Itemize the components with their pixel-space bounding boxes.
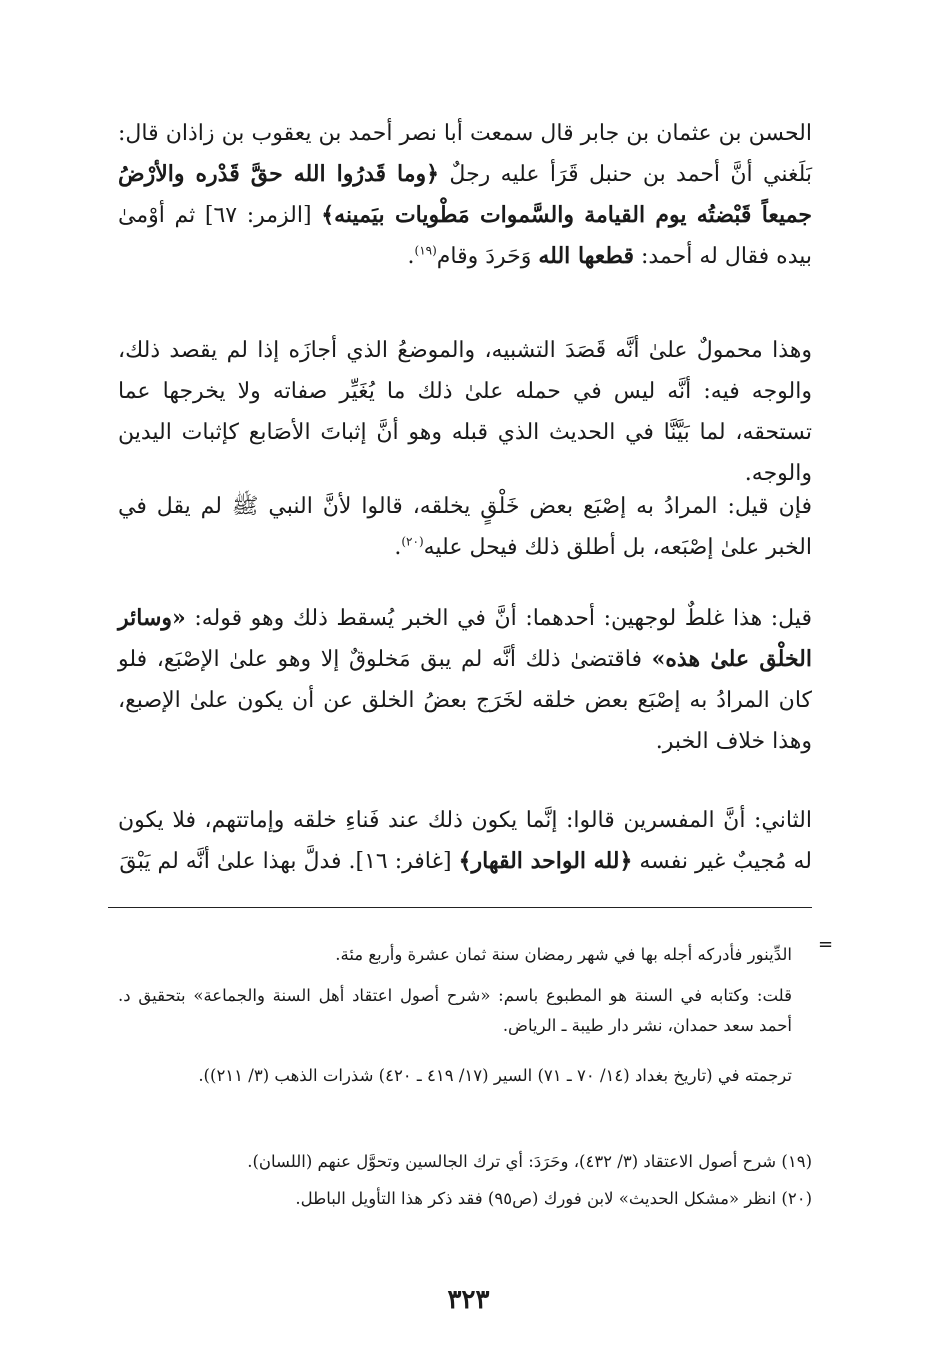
footnote-continued-2: قلت: وكتابه في السنة هو المطبوع باسم: «شرح أصول اعتقاد أهل السنة والجماعة» بتحقيق د. أحمد سعد حمدان، نشر دار طيبة ـ الرياض. xyxy=(118,986,792,1035)
paragraph-1-text-a: الحسن بن عثمان بن جابر قال سمعت أبا نصر أحمد بن يعقوب بن زاذان قال: بَلَغني أنَّ أحمد بن حنبل قَرَأ عليه رجلٌ xyxy=(118,121,812,187)
footnote-separator xyxy=(108,907,812,908)
page-number: ٣٢٣ xyxy=(447,1285,490,1315)
quran-verse-zumar: ﴿وما قَدرُوا الله حقَّ قَدْره والأرْضُ جميعاً قَبْضتُه يوم القيامة والسَّموات مَطْويات بيَمينه﴾ xyxy=(118,161,812,228)
paragraph-5-text-a: الثاني: أنَّ المفسرين قالوا: إنَّما يكون ذلك عند فَناءِ خلقه وإماتتهم، فلا يكون له مُجيبٌ غير نفسه xyxy=(118,808,812,874)
paragraph-5 xyxy=(118,800,812,882)
paragraph-2 xyxy=(118,330,812,494)
footnote-continuation-mark: = xyxy=(818,934,834,955)
footnote-continued-1: الدِّينور فأدركه أجله بها في شهر رمضان سنة ثمان عشرة وأربع مئة. xyxy=(335,945,792,964)
paragraph-5-text-c: [غافر: ١٦]. فدلَّ بهذا علىٰ أنَّه لم يَبْقَ xyxy=(119,849,459,874)
footnote-20: (٢٠) انظر «مشكل الحديث» لابن فورك (ص٩٥) فقد ذكر هذا التأويل الباطل. xyxy=(295,1189,812,1208)
paragraph-1-bold-quote: قطعها الله xyxy=(538,243,634,269)
paragraph-3-text: فإن قيل: المرادُ به إصْبَع بعض خَلْقٍ يخلقه، قالوا لأنَّ النبي ﷺ لم يقل في الخبر علىٰ إصْبَعه، بل أطلق ذلك فيحل عليه xyxy=(118,494,812,560)
paragraph-4-text-c: فاقتضىٰ ذلك أنَّه لم يبق مَخلوقٌ إلا وهو علىٰ الإصْبَع، فلو كان المرادُ به إصْبَع بعض خلقه لخَرَج بعضُ الخلق عن أن يكون علىٰ الإصبع، وهذا خلاف الخبر. xyxy=(118,647,812,754)
paragraph-3 xyxy=(118,486,812,568)
footnote-ref-20: (٢٠) xyxy=(401,534,424,549)
footnote-19: (١٩) شرح أصول الاعتقاد (٣/ ٤٣٢)، وحَرَدَ: أي ترك الجالسين وتحوَّل عنهم (اللسان). xyxy=(247,1152,812,1171)
paragraph-4 xyxy=(118,598,812,762)
hadith-quote: «وسائر الخلْق علىٰ هذه» xyxy=(118,605,812,672)
paragraph-1-text-e: وَحَردَ وقام xyxy=(436,244,539,269)
quran-verse-ghafir: ﴿لله الواحد القهار﴾ xyxy=(458,848,633,874)
paragraph-1-text-c: [الزمر: ٦٧] ثم أوْمىٰ بيده فقال له أحمد: xyxy=(118,203,812,269)
footnote-continued-3: ترجمته في (تاريخ بغداد (١٤/ ٧٠ ـ ٧١) السير (١٧/ ٤١٩ ـ ٤٢٠) شذرات الذهب (٣/ ٢١١)). xyxy=(198,1066,792,1085)
paragraph-4-text-a: قيل: هذا غلطٌ لوجهين: أحدهما: أنَّ في الخبر يُسقط ذلك وهو قوله: xyxy=(185,606,812,631)
paragraph-1 xyxy=(118,113,812,277)
paragraph-3-end: . xyxy=(394,535,402,560)
paragraph-2-text: وهذا محمولٌ علىٰ أنَّه قَصَدَ التشبيه، والموضعُ الذي أجازَه إذا لم يقصد ذلك، والوجه فيه: أنَّه ليس في حمله علىٰ ذلك ما يُغَيِّر صفاته ولا يخرجها عما تستحقه، لما بَيَّنَّا في الحديث الذي قبله وهو أنَّ إثباتَ الأصَابع كإثبات اليدين والوجه. xyxy=(118,338,812,486)
paragraph-1-end: . xyxy=(407,244,415,269)
footnote-ref-19: (١٩) xyxy=(414,243,437,258)
